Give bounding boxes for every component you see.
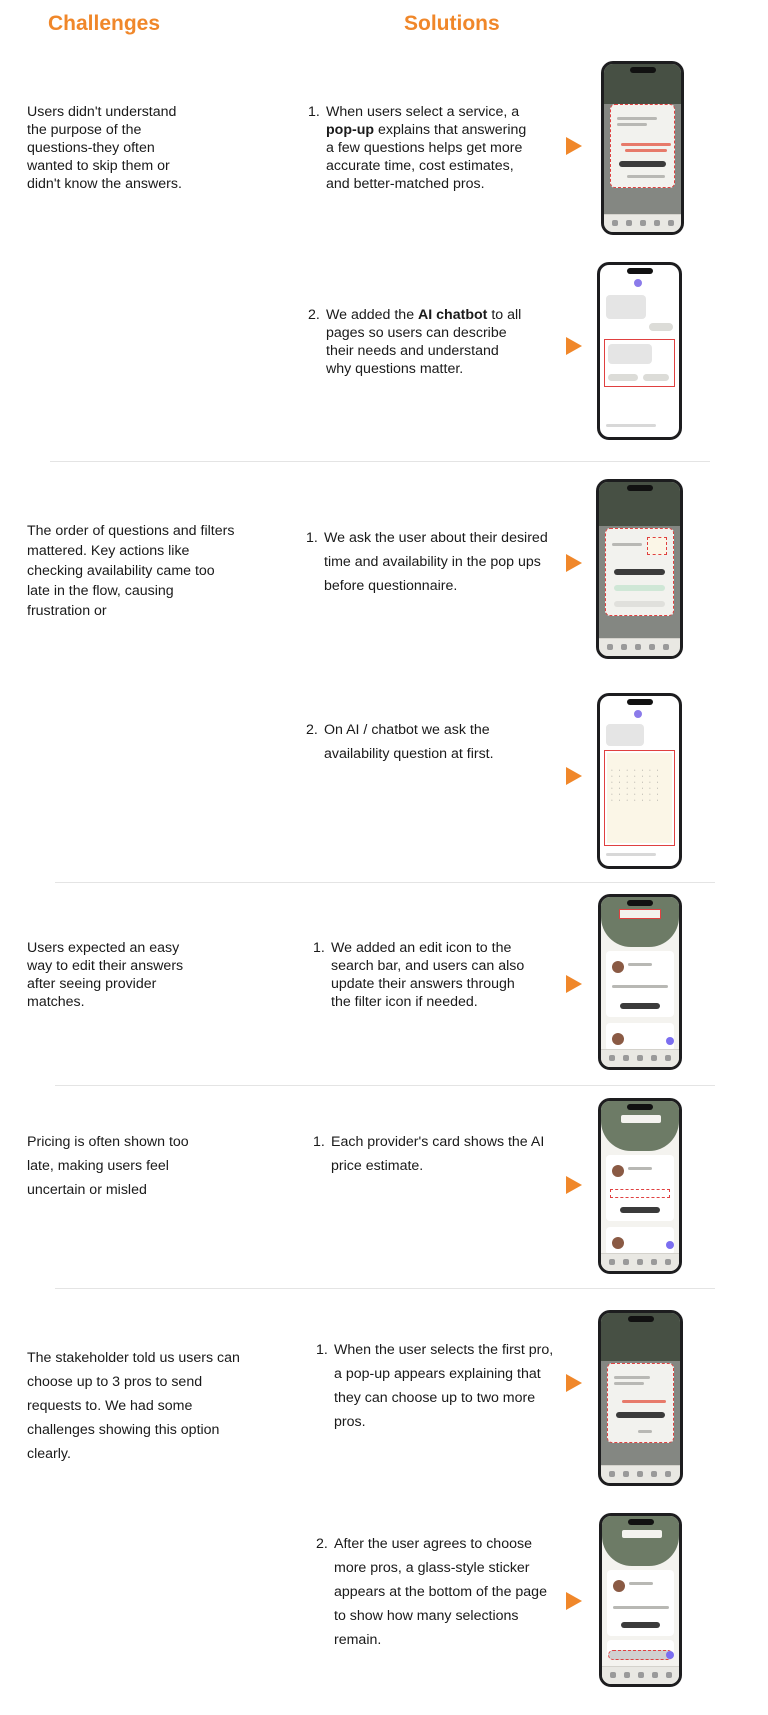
section-divider (55, 882, 715, 883)
solution-number: 1. (306, 530, 318, 546)
solution-ai-chatbot (308, 306, 526, 378)
arrow-right-icon (566, 1592, 582, 1610)
solution-number: 2. (306, 722, 318, 738)
challenge-edit-answers: Users expected an easy way to edit their answers after seeing provider matches. (27, 940, 184, 1010)
solution-text: We added an edit icon to the search bar, and users can also update their answers through the filter icon if needed. (331, 940, 525, 1010)
solution-text: On AI / chatbot we ask the availability question at first. (324, 722, 494, 762)
solution-chatbot-availability (306, 718, 534, 766)
solution-text: explains that answering a few questions helps get more accurate time, cost estimates, and better-matched pros. (326, 122, 527, 192)
highlight-box (604, 339, 675, 387)
challenge-pricing-late: Pricing is often shown too late, making users feel uncertain or misled (27, 1134, 189, 1198)
phone-mockup-chatbot-calendar (597, 693, 682, 869)
arrow-right-icon (566, 554, 582, 572)
phone-mockup-service-popup (601, 61, 684, 235)
phone-mockup-ai-chatbot (597, 262, 682, 440)
dynamic-island (627, 268, 653, 274)
challenges-heading: Challenges (48, 12, 161, 35)
solution-bold-text: AI chatbot (418, 307, 488, 323)
dynamic-island (630, 67, 656, 73)
solution-text: We added the (326, 307, 419, 323)
challenge-choose-pros: The stakeholder told us users can choose up to 3 pros to send requests to. We had some challenges showing this option clearly. (27, 1350, 240, 1462)
solutions-heading: Solutions (404, 12, 500, 35)
popup-modal (605, 528, 674, 616)
phone-mockup-price-estimate (598, 1098, 682, 1274)
solution-price-estimate (313, 1130, 561, 1178)
arrow-right-icon (566, 1374, 582, 1392)
arrow-right-icon (566, 337, 582, 355)
phone-mockup-availability-popup (596, 479, 683, 659)
solution-availability-popup (306, 526, 558, 598)
solution-bold-text: pop-up (326, 122, 375, 138)
solution-text: After the user agrees to choose more pros, a glass-style sticker appears at the bottom of the page to show how many selections remain. (334, 1536, 547, 1648)
solution-text: When users select a service, a (326, 104, 520, 120)
phone-mockup-provider-matches (598, 894, 682, 1070)
highlight-box: • • • • • • • • • • • • • • • • • • • • • • • • • • • • • • • • • • • • • • • • • • (604, 750, 675, 846)
price-highlight (610, 1189, 670, 1198)
solution-number: 1. (316, 1342, 328, 1358)
solution-text: Each provider's card shows the AI price estimate. (331, 1134, 545, 1174)
arrow-right-icon (566, 1176, 582, 1194)
dynamic-island (628, 1316, 654, 1322)
solution-glass-sticker (316, 1532, 558, 1652)
dynamic-island (627, 900, 653, 906)
challenge-question-order: The order of questions and filters mattered. Key actions like checking availability came too late in the flow, causing frustration or (27, 523, 235, 619)
solution-number: 2. (308, 307, 320, 323)
solution-text: to all pages so users can describe their needs and understand why questions matter. (326, 307, 522, 377)
arrow-right-icon (566, 767, 582, 785)
section-divider (55, 1288, 715, 1289)
solution-text: When the user selects the first pro, a pop-up appears explaining that they can choose up to two more pros. (334, 1342, 554, 1430)
arrow-right-icon (566, 137, 582, 155)
section-divider (50, 461, 710, 462)
solution-number: 1. (313, 940, 325, 956)
dynamic-island (627, 485, 653, 491)
phone-mockup-choose-pros-popup (598, 1310, 683, 1486)
solution-number: 2. (316, 1536, 328, 1552)
arrow-right-icon (566, 975, 582, 993)
glass-sticker (608, 1650, 673, 1660)
solution-popup-explains (308, 103, 538, 193)
dynamic-island (627, 1104, 653, 1110)
phone-mockup-glass-sticker (599, 1513, 682, 1687)
challenge-questions-purpose: Users didn't understand the purpose of the questions-they often wanted to skip them or didn't know the answers. (27, 104, 182, 192)
search-bar-highlight (619, 909, 661, 919)
solution-number: 1. (308, 104, 320, 120)
popup-modal (610, 104, 675, 188)
solution-choose-popup (316, 1338, 558, 1434)
dynamic-island (628, 1519, 654, 1525)
section-divider (55, 1085, 715, 1086)
solution-number: 1. (313, 1134, 325, 1150)
dynamic-island (627, 699, 653, 705)
solution-text: We ask the user about their desired time and availability in the pop ups before questionnaire. (324, 530, 548, 594)
solution-edit-icon (313, 939, 536, 1011)
popup-modal (607, 1363, 674, 1443)
